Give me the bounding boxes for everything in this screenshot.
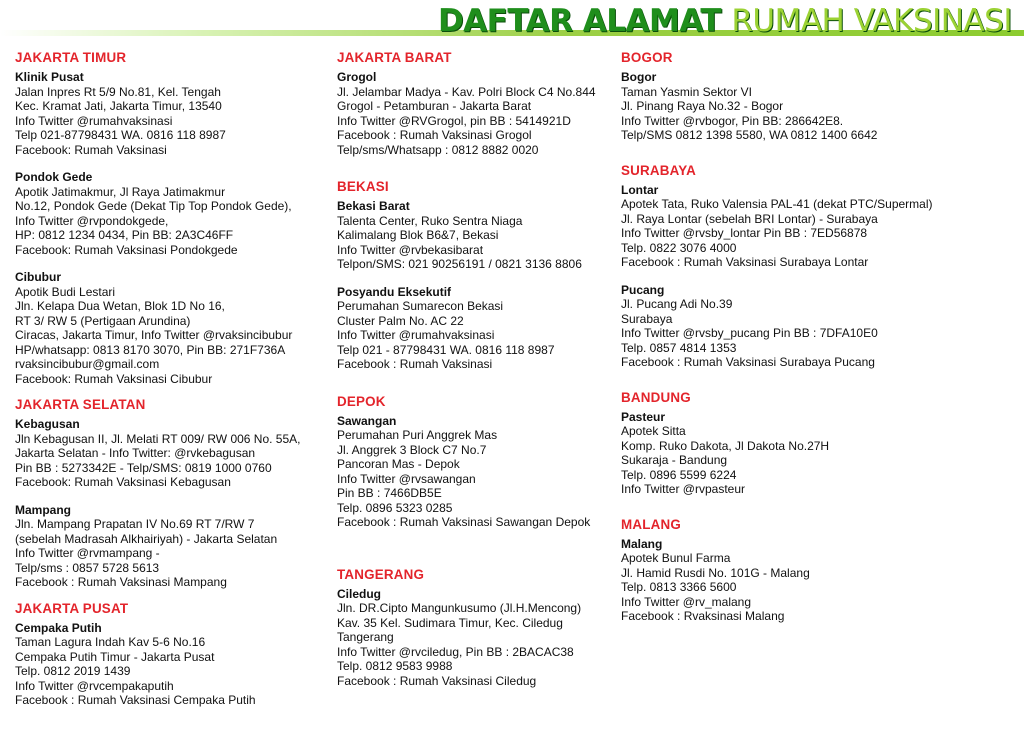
region-title: DEPOK: [337, 393, 386, 409]
region-title: BEKASI: [337, 179, 389, 194]
entry-line: Jln Kebagusan II, Jl. Melati RT 009/ RW 006 No. 55A,: [15, 431, 301, 446]
entry-posyandu-eksekutif: [337, 285, 612, 372]
entry-line: Komp. Ruko Dakota, Jl Dakota No.27H: [621, 438, 830, 453]
entry-mampang: [15, 503, 325, 590]
entry-line: Telp. 0896 5323 0285: [337, 500, 453, 515]
entry-klinik-pusat: [15, 70, 325, 157]
entry-line: Apotek Tata, Ruko Valensia PAL-41 (dekat PTC/Supermal): [621, 197, 933, 211]
region-jakarta-barat: [337, 50, 612, 157]
entry-line: Telp. 0857 4814 1353: [621, 340, 737, 355]
entry-sawangan: [337, 414, 612, 530]
region-title: TANGERANG: [337, 566, 425, 582]
region-depok: [337, 394, 612, 530]
entry-line: Apotik Jatimakmur, Jl Raya Jatimakmur: [15, 184, 226, 199]
entry-pondok-gede: [15, 170, 325, 257]
region-title: MALANG: [621, 516, 681, 532]
entry-line: Facebook : Rumah Vaksinasi Grogol: [337, 128, 532, 142]
entry-bekasi-barat: [337, 199, 612, 272]
entry-line: Info Twitter @RVGrogol, pin BB : 5414921D: [337, 113, 571, 128]
entry-lontar: [621, 183, 1016, 270]
entry-line: Info Twitter @rvsby_pucang Pin BB : 7DFA10E0: [621, 326, 878, 340]
entry-name: Cempaka Putih: [15, 620, 102, 635]
entry-line: Jln. Kelapa Dua Wetan, Blok 1D No 16,: [15, 299, 225, 313]
entry-name: Posyandu Eksekutif: [337, 284, 452, 299]
entry-line: Info Twitter @rvsawangan: [337, 471, 476, 486]
entry-malang: [621, 537, 1016, 624]
entry-line: Telp 021-87798431 WA. 0816 118 8987: [15, 128, 226, 142]
entry-line: Facebook : Rvaksinasi Malang: [621, 609, 785, 623]
entry-line: RT 3/ RW 5 (Pertigaan Arundina): [15, 313, 191, 328]
entry-line: Info Twitter @rvpondokgede,: [15, 213, 169, 228]
region-jakarta-timur: [15, 50, 325, 386]
entry-name: Sawangan: [337, 413, 397, 428]
entry-line: Telp. 0812 2019 1439: [15, 664, 131, 678]
region-title: JAKARTA PUSAT: [15, 600, 129, 616]
entry-name: Pondok Gede: [15, 170, 93, 184]
entry-line: Telp. 0813 3366 5600: [621, 580, 737, 594]
entry-line: Facebook: Rumah Vaksinasi Cibubur: [15, 371, 213, 386]
entry-name: Bekasi Barat: [337, 199, 410, 213]
region-jakarta-selatan: [15, 397, 325, 590]
entry-line: Facebook: Rumah Vaksinasi Kebagusan: [15, 475, 231, 489]
entry-line: Info Twitter @rvbekasibarat: [337, 242, 484, 257]
entry-line: Telp/sms : 0857 5728 5613: [15, 560, 160, 575]
entry-line: Facebook : Rumah Vaksinasi Mampang: [15, 575, 227, 589]
entry-line: Jalan Inpres Rt 5/9 No.81, Kel. Tengah: [15, 84, 221, 99]
entry-line: Info Twitter @rumahvaksinasi: [15, 113, 173, 128]
region-title: JAKARTA TIMUR: [15, 50, 127, 65]
entry-line: Taman Yasmin Sektor VI: [621, 84, 752, 99]
entry-line: Jl. Raya Lontar (sebelah BRI Lontar) - Surabaya: [621, 211, 878, 226]
entry-name: Bogor: [621, 70, 657, 84]
region-title: JAKARTA SELATAN: [15, 397, 146, 412]
entry-name: Klinik Pusat: [15, 70, 84, 84]
region-title: SURABAYA: [621, 162, 697, 178]
entry-line: HP: 0812 1234 0434, Pin BB: 2A3C46FF: [15, 228, 234, 242]
entry-line: Kalimalang Blok B6&7, Bekasi: [337, 228, 499, 242]
entry-line: Pin BB : 7466DB5E: [337, 486, 442, 500]
entry-line: Info Twitter @rvbogor, Pin BB: 286642E8.: [621, 113, 844, 128]
region-title: BANDUNG: [621, 389, 691, 405]
entry-line: No.12, Pondok Gede (Dekat Tip Top Pondok Gede),: [15, 199, 292, 213]
entry-line: Tangerang: [337, 630, 394, 644]
entry-line: Info Twitter @rumahvaksinasi: [337, 328, 495, 342]
entry-line: Info Twitter @rvmampang -: [15, 546, 160, 560]
entry-line: Cluster Palm No. AC 22: [337, 313, 464, 328]
entry-line: Apotek Sitta: [621, 424, 686, 438]
entry-line: Info Twitter @rvcempakaputih: [15, 678, 174, 693]
entry-line: Jakarta Selatan - Info Twitter: @rvkebagusan: [15, 446, 256, 460]
entry-name: Ciledug: [337, 586, 381, 601]
page-title-part2: RUMAH VAKSINASI: [731, 3, 1012, 39]
entry-pucang: [621, 283, 1016, 370]
region-tangerang: [337, 567, 612, 689]
column-3: [621, 50, 1016, 624]
entry-line: Apotek Bunul Farma: [621, 551, 731, 565]
region-bandung: [621, 390, 1016, 497]
entry-grogol: [337, 70, 612, 157]
entry-line: Pancoran Mas - Depok: [337, 457, 460, 471]
entry-line: Grogol - Petamburan - Jakarta Barat: [337, 99, 532, 113]
entry-line: Kav. 35 Kel. Sudimara Timur, Kec. Ciledug: [337, 615, 563, 630]
entry-line: Info Twitter @rvsby_lontar Pin BB : 7ED56878: [621, 226, 868, 240]
page-title: [438, 2, 1012, 40]
region-title: BOGOR: [621, 50, 673, 65]
entry-line: Info Twitter @rv_malang: [621, 594, 752, 609]
entry-line: Apotik Budi Lestari: [15, 284, 116, 299]
entry-line: Talenta Center, Ruko Sentra Niaga: [337, 213, 523, 228]
entry-line: Telpon/SMS: 021 90256191 / 0821 3136 8806: [337, 257, 582, 271]
column-1: [15, 50, 325, 708]
entry-line: Telp. 0812 9583 9988: [337, 659, 453, 673]
region-surabaya: [621, 163, 1016, 370]
entry-line: Facebook: Rumah Vaksinasi Pondokgede: [15, 242, 238, 257]
entry-name: Mampang: [15, 502, 72, 517]
entry-line: Telp. 0822 3076 4000: [621, 240, 737, 255]
region-malang: [621, 517, 1016, 624]
entry-line: Perumahan Sumarecon Bekasi: [337, 299, 504, 313]
entry-name: Grogol: [337, 70, 377, 84]
region-bekasi: [337, 179, 612, 372]
column-2: [337, 50, 612, 688]
entry-cibubur: [15, 270, 325, 386]
entry-line: Jl. Hamid Rusdi No. 101G - Malang: [621, 565, 810, 580]
page-title-part1: DAFTAR ALAMAT: [437, 3, 732, 39]
entry-line: Facebook: Rumah Vaksinasi: [15, 142, 167, 157]
entry-name: Kebagusan: [15, 417, 80, 431]
entry-line: Telp 021 - 87798431 WA. 0816 118 8987: [337, 342, 555, 357]
entry-line: Telp/sms/Whatsapp : 0812 8882 0020: [337, 142, 539, 157]
entry-line: Info Twitter @rvpasteur: [621, 482, 746, 496]
entry-name: Pucang: [621, 282, 665, 297]
entry-name: Cibubur: [15, 270, 61, 284]
entry-line: Pin BB : 5273342E - Telp/SMS: 0819 1000 0760: [15, 460, 272, 475]
region-title: JAKARTA BARAT: [337, 50, 452, 65]
entry-line: Sukaraja - Bandung: [621, 453, 728, 467]
entry-line: (sebelah Madrasah Alkhairiyah) - Jakarta Selatan: [15, 531, 278, 546]
entry-line: Facebook : Rumah Vaksinasi Ciledug: [337, 673, 537, 688]
entry-kebagusan: [15, 417, 325, 490]
entry-line: Kec. Kramat Jati, Jakarta Timur, 13540: [15, 99, 222, 113]
entry-line: Taman Lagura Indah Kav 5-6 No.16: [15, 635, 206, 649]
entry-bogor: [621, 70, 1016, 143]
entry-ciledug: [337, 587, 612, 689]
entry-pasteur: [621, 410, 1016, 497]
entry-line: Telp. 0896 5599 6224: [621, 467, 737, 482]
entry-line: Facebook : Rumah Vaksinasi Surabaya Pucang: [621, 355, 875, 369]
entry-line: Jl. Jelambar Madya - Kav. Polri Block C4 No.844: [337, 84, 596, 99]
entry-line: Telp/SMS 0812 1398 5580, WA 0812 1400 6642: [621, 128, 878, 142]
entry-cempaka-putih: [15, 621, 325, 708]
entry-line: Jln. Mampang Prapatan IV No.69 RT 7/RW 7: [15, 517, 255, 531]
region-jakarta-pusat: [15, 601, 325, 708]
entry-name: Pasteur: [621, 409, 666, 424]
region-bogor: [621, 50, 1016, 143]
entry-line: rvaksincibubur@gmail.com: [15, 357, 160, 371]
entry-line: Perumahan Puri Anggrek Mas: [337, 428, 498, 442]
entry-line: Surabaya: [621, 311, 673, 326]
entry-line: Ciracas, Jakarta Timur, Info Twitter @rvaksincibubur: [15, 328, 293, 342]
entry-name: Lontar: [621, 182, 659, 197]
entry-line: Facebook : Rumah Vaksinasi Sawangan Depok: [337, 515, 591, 529]
entry-line: Jln. DR.Cipto Mangunkusumo (Jl.H.Mencong): [337, 601, 582, 615]
entry-line: HP/whatsapp: 0813 8170 3070, Pin BB: 271F736A: [15, 342, 286, 357]
entry-line: Jl. Anggrek 3 Block C7 No.7: [337, 442, 487, 457]
entry-line: Facebook : Rumah Vaksinasi: [337, 357, 493, 371]
entry-line: Cempaka Putih Timur - Jakarta Pusat: [15, 649, 215, 664]
entry-line: Facebook : Rumah Vaksinasi Cempaka Putih: [15, 693, 256, 707]
entry-line: Info Twitter @rvciledug, Pin BB : 2BACAC38: [337, 644, 574, 659]
entry-name: Malang: [621, 536, 663, 551]
entry-line: Facebook : Rumah Vaksinasi Surabaya Lontar: [621, 255, 869, 269]
entry-line: Jl. Pinang Raya No.32 - Bogor: [621, 99, 784, 113]
entry-line: Jl. Pucang Adi No.39: [621, 297, 733, 311]
